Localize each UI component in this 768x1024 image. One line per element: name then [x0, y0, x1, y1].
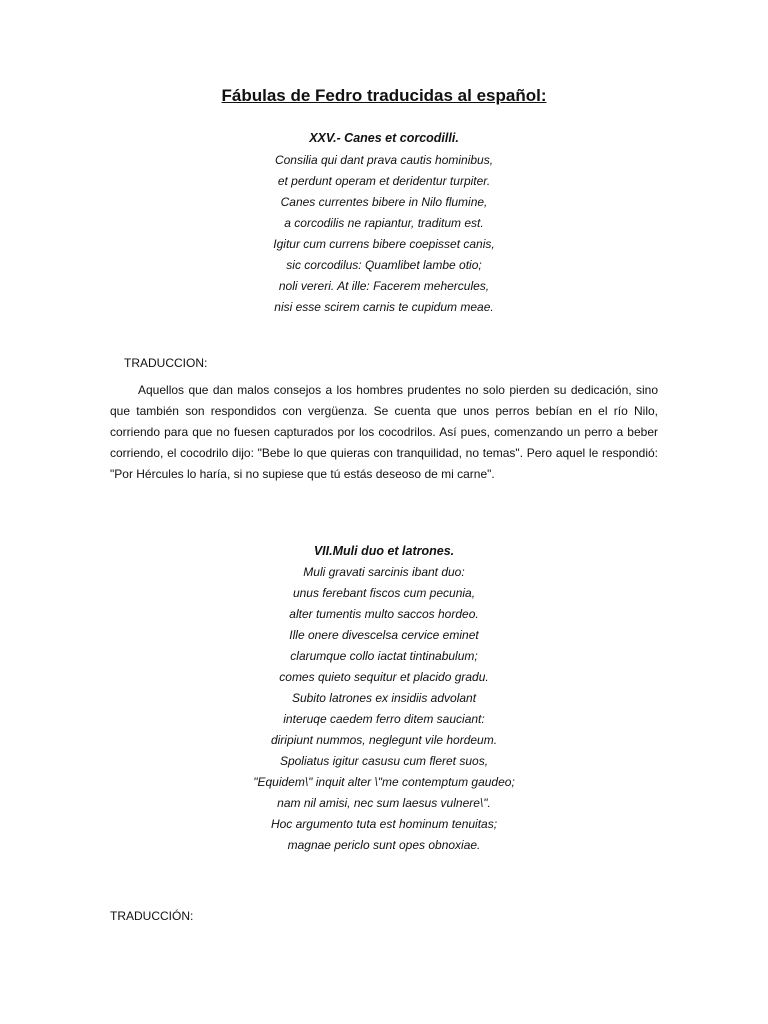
verse-line: comes quieto sequitur et placido gradu. [279, 670, 489, 684]
verse-line: Igitur cum currens bibere coepisset canis, [273, 237, 495, 251]
verse-line: clarumque collo iactat tintinabulum; [290, 649, 478, 663]
verse-line: a corcodilis ne rapiantur, traditum est. [284, 216, 484, 230]
verse-line: nam nil amisi, nec sum laesus vulnere\". [277, 796, 491, 810]
fable-2-translation-label: TRADUCCIÓN: [110, 909, 194, 923]
fable-2-latin-verses [0, 562, 768, 856]
verse-line: unus ferebant fiscos cum pecunia, [292, 586, 476, 600]
verse-line: Subito latrones ex insidiis advolant [291, 691, 477, 705]
verse-line: diripiunt nummos, neglegunt vile hordeum. [270, 733, 498, 747]
verse-line: interuqe caedem ferro ditem sauciant: [283, 712, 485, 726]
verse-line: magnae periclo sunt opes obnoxiae. [287, 838, 481, 852]
fable-1-translation-label: TRADUCCION: [124, 356, 208, 370]
document-title: Fábulas de Fedro traducidas al español: [221, 86, 547, 105]
verse-line: Spoliatus igitur casusu cum fleret suos, [279, 754, 489, 768]
verse-line: Canes currentes bibere in Nilo flumine, [280, 195, 488, 209]
fable-1-latin-verses [0, 150, 768, 318]
fable-1-heading: XXV.- Canes et corcodilli. [309, 131, 459, 145]
verse-line: Muli gravati sarcinis ibant duo: [303, 565, 465, 579]
verse-line: sic corcodilus: Quamlibet lambe otio; [286, 258, 482, 272]
verse-line: Consilia qui dant prava cautis hominibus, [274, 153, 494, 167]
fable-1-translation: Aquellos que dan malos consejos a los hombres prudentes no solo pierden su dedicación, sino que también son respondidos con vergüenza. Se cuenta que unos perros bebían en el río Nilo, corriendo para que no fuesen capturados por los cocodrilos. Así pues, comenzando un perro a beber corriendo, el cocodrilo dijo: "Bebe lo que quieras con tranquilidad, no temas". Pero aquel le respondió: "Por Hércules lo haría, si no supiese que tú estás deseoso de mi carne". [110, 383, 658, 481]
verse-line: alter tumentis multo saccos hordeo. [289, 607, 479, 621]
fable-2-heading: VII.Muli duo et latrones. [313, 544, 455, 558]
verse-line: Ille onere divescelsa cervice eminet [289, 628, 479, 642]
verse-line: noli vereri. At ille: Facerem mehercules, [278, 279, 490, 293]
verse-line: "Equidem\" inquit alter \"me contemptum gaudeo; [253, 775, 515, 789]
verse-line: Hoc argumento tuta est hominum tenuitas; [270, 817, 498, 831]
verse-line: nisi esse scirem carnis te cupidum meae. [274, 300, 494, 314]
verse-line: et perdunt operam et deridentur turpiter. [277, 174, 491, 188]
